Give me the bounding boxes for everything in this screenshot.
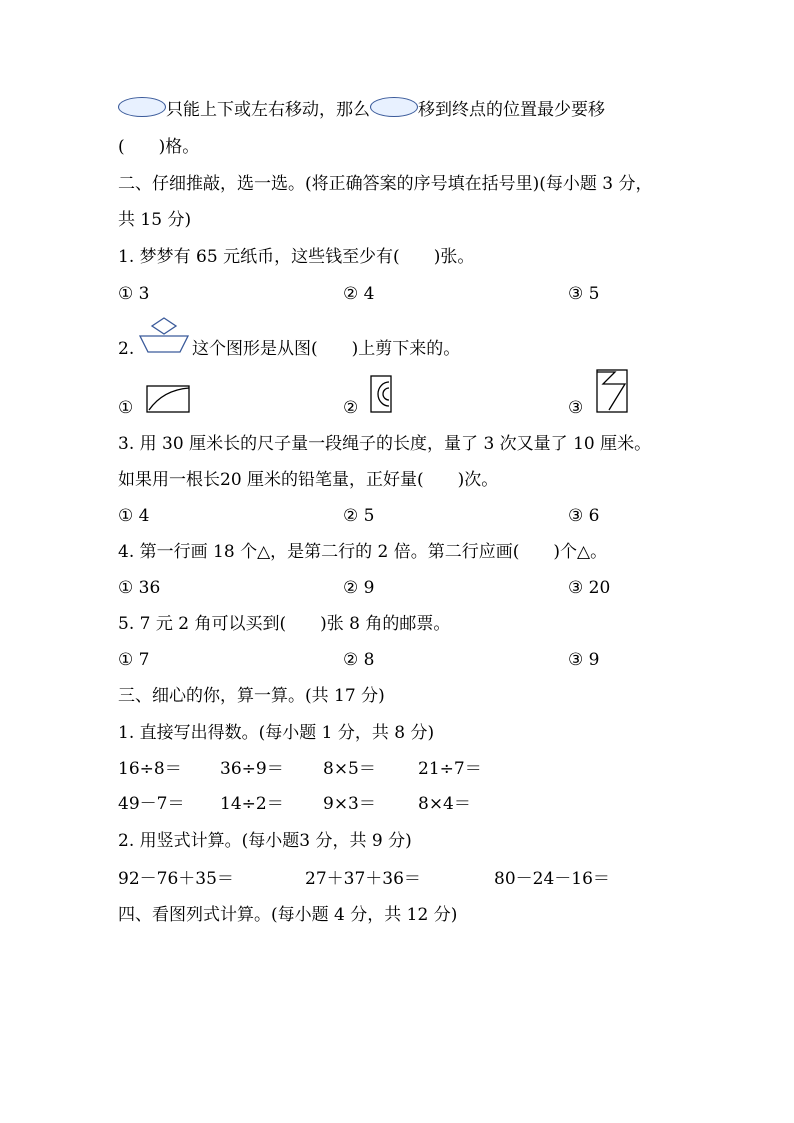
q2-number: 2. <box>118 339 135 359</box>
oval-piece-icon <box>118 97 166 117</box>
section2-title-cont: 共 15 分) <box>118 210 192 230</box>
q3-text-2: 如果用一根长20 厘米的铅笔量，正好量( )次。 <box>118 470 499 490</box>
cut-shape-icon <box>138 316 190 356</box>
q5-text: 5. 7 元 2 角可以买到( )张 8 角的邮票。 <box>118 614 451 634</box>
q2-option-1: ① <box>118 398 134 418</box>
q4-option-1: ① 36 <box>118 578 161 598</box>
vertical-calc-3: 80－24－16＝ <box>494 869 610 889</box>
option-2-figure-icon <box>369 374 393 414</box>
move-question-text-1: 只能上下或左右移动，那么 <box>166 100 370 120</box>
move-question-text-2: 移到终点的位置最少要移 <box>418 100 605 120</box>
q1-option-1: ① 3 <box>118 284 150 304</box>
section3-sub2: 2. 用竖式计算。(每小题3 分，共 9 分) <box>118 831 412 851</box>
calc-2: 36÷9＝ <box>220 759 284 779</box>
q3-option-3: ③ 6 <box>568 506 600 526</box>
q1-option-2: ② 4 <box>343 284 375 304</box>
q3-option-2: ② 5 <box>343 506 375 526</box>
q5-option-2: ② 8 <box>343 650 375 670</box>
option-3-figure-icon <box>595 368 629 414</box>
section3-sub1: 1. 直接写出得数。(每小题 1 分，共 8 分) <box>118 723 435 743</box>
calc-1: 16÷8＝ <box>118 759 182 779</box>
section3-title: 三、细心的你，算一算。(共 17 分) <box>118 686 385 706</box>
q2-option-2: ② <box>343 398 359 418</box>
q3-text-1: 3. 用 30 厘米长的尺子量一段绳子的长度，量了 3 次又量了 10 厘米。 <box>118 434 652 454</box>
q3-option-1: ① 4 <box>118 506 150 526</box>
move-question-blank: ( )格。 <box>118 137 200 157</box>
q2-option-3: ③ <box>568 398 584 418</box>
q4-option-2: ② 9 <box>343 578 375 598</box>
q4-text: 4. 第一行画 18 个△，是第二行的 2 倍。第二行应画( )个△。 <box>118 542 608 562</box>
q5-option-3: ③ 9 <box>568 650 600 670</box>
oval-piece-icon <box>370 97 418 117</box>
calc-8: 8×4＝ <box>418 794 471 814</box>
q1-text: 1. 梦梦有 65 元纸币，这些钱至少有( )张。 <box>118 247 475 267</box>
calc-7: 9×3＝ <box>323 794 376 814</box>
vertical-calc-2: 27＋37＋36＝ <box>305 869 421 889</box>
q4-option-3: ③ 20 <box>568 578 611 598</box>
vertical-calc-1: 92－76＋35＝ <box>118 869 234 889</box>
q1-option-3: ③ 5 <box>568 284 600 304</box>
section2-title: 二、仔细推敲，选一选。(将正确答案的序号填在括号里)(每小题 3 分， <box>118 174 653 194</box>
option-1-figure-icon <box>145 384 191 414</box>
calc-4: 21÷7＝ <box>418 759 482 779</box>
calc-3: 8×5＝ <box>323 759 376 779</box>
calc-5: 49－7＝ <box>118 794 185 814</box>
q2-line <box>118 337 134 361</box>
move-question-line <box>118 97 605 122</box>
section4-title: 四、看图列式计算。(每小题 4 分，共 12 分) <box>118 905 458 925</box>
q2-text: 这个图形是从图( )上剪下来的。 <box>192 339 461 359</box>
q5-option-1: ① 7 <box>118 650 150 670</box>
calc-6: 14÷2＝ <box>220 794 284 814</box>
